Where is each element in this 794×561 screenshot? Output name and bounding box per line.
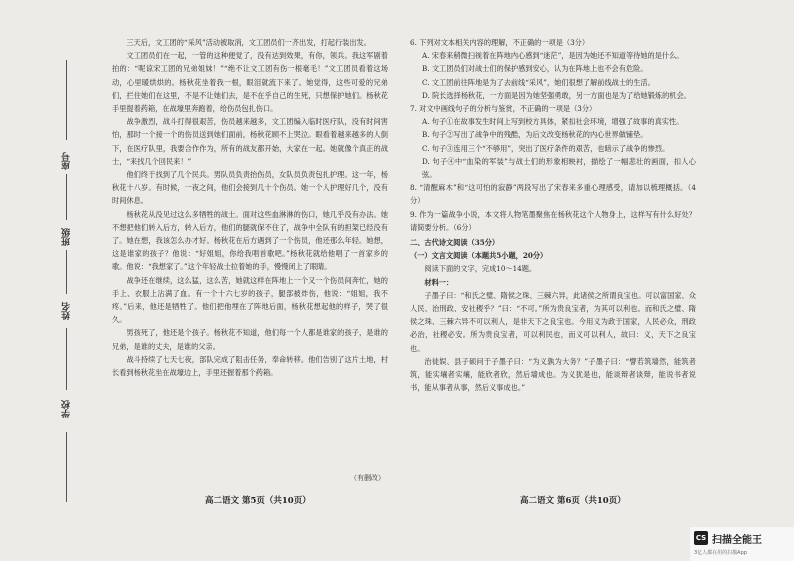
scanner-watermark (690, 527, 794, 561)
question-6-option-d: D. 院长选择杨秋花，一方面是因为她坚强勇敢，另一方面也是为了给她锻炼的机会。 (422, 90, 691, 100)
material-paragraph: 子墨子曰：“和氏之璧、隋侯之珠、三棘六异，此诸侯之所谓良宝也。可以富国家、众人民、治刑政、安社稷乎？”曰：“不可。”所为贵良宝者，为其可以利也。而和氏之璧、隋侯之珠、三棘六异不可以利人，是非天下之良宝也。今用义为政于国家，人民必众，刑政必治，社稷必安。所为贵良宝者，可以利民也，而义可以利人，故曰：义，天下之良宝也。 (410, 290, 696, 353)
question-8-stem: 8. “清醒麻木”和“这可怕的寂静”两段写出了宋春来多重心理感受，请加以梳理概括。（4分） (410, 183, 696, 206)
material-label: 材料一： (424, 277, 454, 287)
story-paragraph: 他们终于找到了几个民兵。男队员负责抬伤员，女队员负责包扎护理。这一年，杨秋花十八岁。有时候，一夜之间，他们会接到几十个伤员。她一个人护理好几个，没有时间休息。 (112, 170, 388, 206)
name-label: 姓名 (62, 302, 72, 320)
watermark-tagline: 3亿人都在用的扫描App (694, 550, 747, 556)
story-paragraph: 战争还在继续，这么猛，这么苦，她就这样在阵地上一个又一个伤员间奔忙，她的手上、衣服上沾满了血。有一个十六七岁的孩子，腿部被炸伤，他说：“姐姐，我不疼。”后来，他还是牺牲了。他们把他埋在了阵地后面，杨秋花想起他的样子，哭了很久。 (112, 275, 388, 325)
subsection-title: （一）文言文阅读（本题共5小题，20分） (410, 251, 548, 261)
story-paragraph: 三天后，文工团的“采风”活动被取消，文工团员们一齐出发，打起行装出发。 (126, 38, 371, 47)
right-column (410, 36, 696, 394)
continued-note: （有删改） (350, 474, 385, 482)
binding-margin (8, 40, 78, 510)
watermark-name: 扫描全能王 (712, 535, 762, 546)
question-7-option-a: A. 句子①在故事发生时间上写到校方具体，紧扣社会环境，增强了故事的真实性。 (422, 117, 684, 127)
section-title: 二、古代诗文阅读（35分） (410, 238, 500, 248)
story-paragraph: 战争激烈，战斗打得很艰苦，伤员越来越多，文工团编入临时医疗队，没有时间害怕，那时一个接一个的伤员送到她们面前，杨秋花顾不上哭泣。眼看着越来越多的人倒下，在医疗队里，我要合作作为，所有的战友都开始，大家在一起。她就像个真正的战士，“来找几个回民来！” (112, 117, 388, 166)
left-page-footer: 高二语文 第5页（共10页） (205, 496, 311, 506)
story-paragraph: 战斗持续了七天七夜，部队完成了阻击任务，奉命转移。他们告别了这片土地，村长看到杨秋花坐在战壕边上，手里还握着那个药箱。 (112, 354, 388, 378)
school-line (66, 432, 67, 502)
question-6-option-a: A. 宋春来稍微扫视着在阵地内心感到“迷茫”，是因为她还不知道等待她的是什么。 (422, 51, 684, 61)
camscanner-logo-icon: CS (694, 531, 708, 545)
question-7-option-b: B. 句子②写出了战争中的残酷，为后文改变杨秋花的内心世界做铺垫。 (422, 130, 648, 140)
question-7-option-d: D. 句子④中“血染的军装”与战士们的形象相映衬，描绘了一幅悲壮的画面，扣人心弦。 (422, 156, 696, 180)
right-page-footer: 高二语文 第6页（共10页） (520, 496, 626, 506)
question-6-option-c: C. 文工团前往阵地是为了去前线“采风”，她们很想了解前线战士的生活。 (422, 77, 655, 87)
school-label: 学校 (62, 400, 72, 418)
story-paragraph: 文工团员们在一起，一管的这种便觉了，没有达到效果，有你，领兵。我这军剧着拍的：“呢谅宋工团的兄弟姐妹！”“绝不让文工团有伤一根毫毛！”文工团员看着这场动，心里暖烘烘的。杨秋花坐着我一根，眼泪就流下来了。她觉得，这些可爱的兄弟们，拦住她们在这里，不是不让她们去，是不在乎自己的生死，只想保护她们。杨秋花手里提着药箱，在战壕里奔跑着，给伤员包扎伤口。 (112, 51, 388, 114)
question-6-stem: 6. 下列对文本相关内容的理解，不正确的一项是（3分） (410, 38, 590, 47)
class-line (66, 250, 67, 294)
class-label: 班级 (62, 228, 72, 246)
story-paragraph: 男孩死了，他还是个孩子。杨秋花不知道，他们每一个人都是谁家的孩子，是谁的兄弟，是谁的丈夫，是谁的父亲。 (112, 328, 388, 351)
question-7-stem: 7. 对文中画线句子的分析与鉴赏，不正确的一项是（3分） (410, 104, 597, 114)
question-6-option-b: B. 文工团员们对战士们的保护感到安心，认为在阵地上也不会有危险。 (422, 64, 648, 74)
left-column (112, 36, 388, 379)
material-paragraph: 治徒娱、县子硕问于子墨子曰：“为义孰为大务？”子墨子曰：“譬若筑墙然，能筑者筑，能实壤者实壤，能欣者欣，然后墙成也。为义犹是也，能谈辩者谈辩，能说书者说书，能从事者从事，然后义事成也。” (410, 356, 696, 393)
seat-line (66, 174, 67, 220)
reading-instruction: 阅读下面的文字，完成10～14题。 (424, 264, 537, 274)
story-paragraph: 杨秋花从没见过这么多牺牲的战士。面对这些血淋淋的伤口，她几乎没有办法。她不想把他们转入后方，转入后方，他们的腿就保不住了，战争中全队有的担架已经没有了。她在想，我该怎么办才好。杨秋花在后方遇到了一个伤员，他还那么年轻。她想，这是谁家的孩子？他说：“好姐姐，你给我唱首歌吧。”杨秋花就给他唱了一首家乡的歌。他说：“我想家了。”这个年轻战士拉着她的手，慢慢闭上了眼睛。 (112, 209, 388, 272)
name-line (66, 328, 67, 390)
seat-label: 座号 (62, 152, 72, 170)
question-9-stem: 9. 作为一篇战争小说，本文将人物笔墨聚焦在杨秋花这个人物身上，这样写有什么好处？请简要分析。（6分） (410, 209, 696, 232)
question-7-option-c: C. 句子③连用三个“不够用”，突出了医疗条件的艰苦，也暗示了战争的惨烈。 (422, 143, 670, 153)
top-line (66, 60, 67, 140)
